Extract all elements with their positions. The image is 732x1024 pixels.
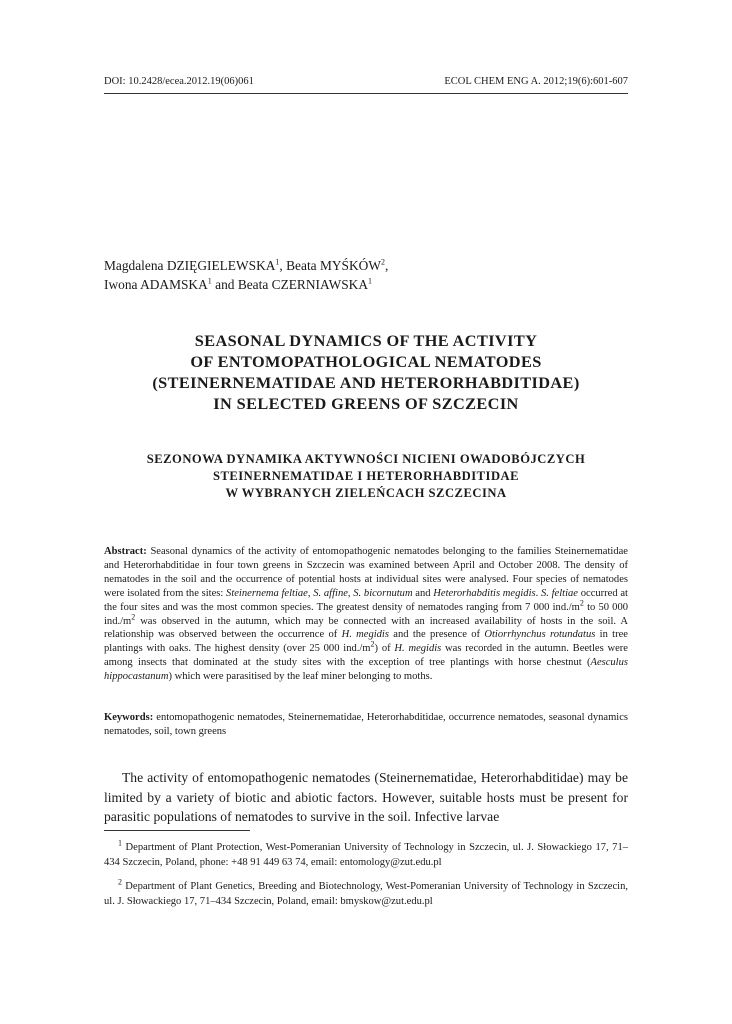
footnote-number: 1 [118,838,122,848]
affiliation-mark: 1 [207,276,212,286]
author-name: Beata MYŚKÓW [286,258,381,273]
abstract-text: occurred at the four sites and was the most common species. The greatest density of nematodes ranging from 7 000 ind./m [104,587,628,613]
author-name: Magdalena DZIĘGIELEWSKA [104,258,276,273]
abstract-text: , [347,587,354,599]
doi-text: DOI: 10.2428/ecea.2012.19(06)061 [104,76,254,87]
footnote-number: 2 [118,877,122,887]
title-line: IN SELECTED GREENS OF SZCZECIN [213,394,519,413]
author-separator: , [384,258,389,273]
species-name: S. feltiae [540,587,578,599]
abstract-text: ) of [374,643,395,655]
abstract [104,545,628,684]
polish-title [104,451,628,502]
species-name: Otiorrhynchus rotundatus [484,629,596,641]
abstract-text: was recorded in the autumn. Beetles were among insects that dominated at the study sites with the exception of tree plantings with horse chestnut ( [104,643,628,669]
author-separator: and [211,277,238,292]
title-line: SEASONAL DYNAMICS OF THE ACTIVITY [194,331,538,350]
abstract-text: . [535,587,541,599]
species-name: Heterorhabditis megidis [433,587,536,599]
abstract-text: Seasonal dynamics of the activity of entomopathogenic nematodes belonging to the families Steinernematidae and Heterorhabditidae in four town greens in Szczecin was examined between April and October 2008. The density of nematodes in the soil and the occurrence of potential hosts at individual sites were analysed. Four species of nematodes were isolated from the sites: [104,546,628,599]
footnote-text: Department of Plant Protection, West-Pomeranian University of Technology in Szczecin, ul. J. Słowackiego 17, 71–434 Szczecin, Poland, phone: +48 91 449 63 74, email: entomology@zut.edu.pl [104,842,628,868]
author-name: Iwona ADAMSKA [104,277,208,292]
author-separator: , [279,258,287,273]
superscript: 2 [579,598,584,608]
abstract-label: Abstract: [104,546,147,557]
keywords-text: entomopathogenic nematodes, Steinernematidae, Heterorhabditidae, occurrence nematodes, seasonal dynamics nematodes, soil, town greens [104,712,628,737]
title-line: OF ENTOMOPATHOLOGICAL NEMATODES [190,352,542,371]
author-list [104,256,628,294]
species-name: S. affine [313,587,348,599]
title-line: (STEINERNEMATIDAE AND HETERORHABDITIDAE) [152,373,580,392]
subtitle-line: SEZONOWA DYNAMIKA AKTYWNOŚCI NICIENI OWADOBÓJCZYCH [146,452,586,466]
keywords [104,711,628,739]
affiliation-mark: 1 [368,276,373,286]
footnote-2 [104,879,628,909]
abstract-text: and the presence of [388,629,485,641]
footnote-1 [104,840,628,870]
species-name: Steinernema feltiae [226,587,308,599]
journal-citation: ECOL CHEM ENG A. 2012;19(6):601-607 [444,76,628,87]
footnote-text: Department of Plant Genetics, Breeding and Biotechnology, West-Pomeranian University of Technology in Szczecin, ul. J. Słowackiego 17, 71–434 Szczecin, Poland, email: bmyskow@zut.edu.pl [104,881,628,907]
species-name: S. bicornutum [353,587,413,599]
species-name: H. megidis [394,643,442,655]
abstract-text: , [307,587,314,599]
abstract-text: ) which were parasitised by the leaf miner belonging to moths. [168,671,433,683]
affiliation-mark: 1 [275,257,280,267]
author-name: Beata CZERNIAWSKA [237,277,369,292]
subtitle-line: W WYBRANYCH ZIELEŃCACH SZCZECINA [225,486,507,500]
superscript: 2 [370,639,375,649]
superscript: 2 [131,612,136,622]
affiliation-mark: 2 [380,257,385,267]
species-name: H. megidis [341,629,389,641]
species-name: Aesculus hippocastanum [104,657,628,683]
abstract-text: in tree plantings with oaks. The highest density (over 25 000 ind./m [104,629,628,655]
abstract-text: and [412,587,434,599]
body-paragraph [104,768,628,827]
author-line-2 [104,275,628,294]
abstract-text: to 50 000 ind./m [104,601,628,627]
body-text: The activity of entomopathogenic nematodes (Steinernematidae, Heterorhabditidae) may be limited by a variety of biotic and abiotic factors. However, suitable hosts must be present for parasitic populations of nematodes to survive in the soil. Infective larvae [104,770,628,824]
author-line-1 [104,256,628,275]
subtitle-line: STEINERNEMATIDAE I HETERORHABDITIDAE [212,469,520,483]
paper-title [104,330,628,414]
running-header [104,76,628,94]
abstract-text: was observed in the autumn, which may be connected with an increased availability of hosts in the soil. A relationship was observed between the occurrence of [104,615,628,641]
keywords-label: Keywords: [104,712,154,723]
footnote-divider [104,830,250,831]
